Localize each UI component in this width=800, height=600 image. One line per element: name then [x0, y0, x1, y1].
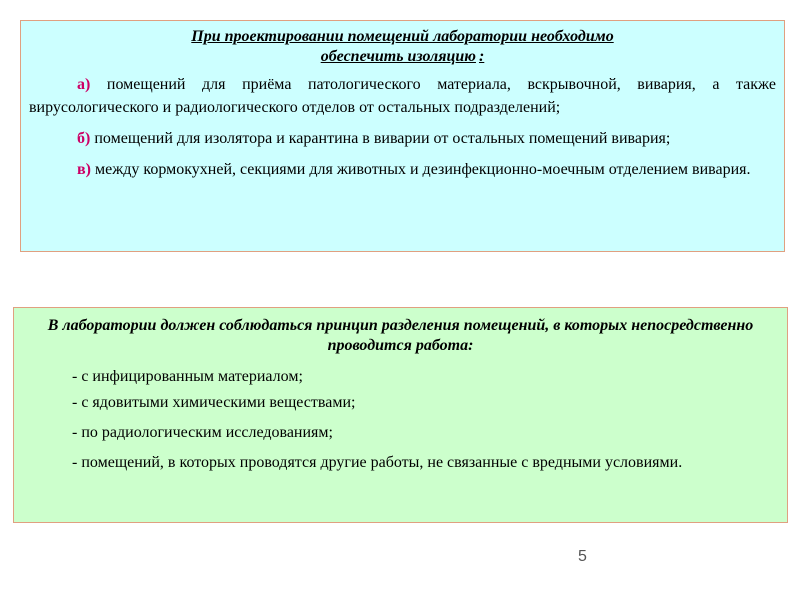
isolation-requirements-box [20, 20, 785, 252]
isolation-item-a [29, 73, 776, 119]
item-text-c: между кормокухней, секциями для животных и дезинфекционно-моечным отделением вивария. [94, 161, 751, 178]
separation-item-2: - с ядовитыми химическими веществами; [72, 394, 356, 411]
item-marker-a: а) [77, 76, 91, 93]
isolation-heading-line2: обеспечить изоляцию [320, 48, 476, 65]
separation-heading: В лаборатории должен соблюдаться принцип разделения помещений, в которых непосредственно проводится работа: [47, 317, 754, 354]
isolation-heading-colon: : [478, 48, 485, 65]
item-marker-c: в) [77, 161, 91, 178]
isolation-heading-line2-wrap [29, 47, 776, 67]
separation-item-4: - помещений, в которых проводятся другие работы, не связанные с вредными условиями. [72, 454, 683, 471]
isolation-heading-line1: При проектировании помещений лаборатории необходимо [191, 28, 614, 45]
separation-principle-box [13, 307, 788, 523]
item-text-a: помещений для приёма патологического материала, вскрывочной, вивария, а также вирусологического и радиологического отделов от остальных подразделений; [29, 76, 777, 116]
separation-item-1: - с инфицированным материалом; [72, 368, 303, 385]
separation-item-3: - по радиологическим исследованиям; [72, 424, 333, 441]
item-text-b: помещений для изолятора и карантина в виварии от остальных помещений вивария; [94, 130, 671, 147]
item-marker-b: б) [77, 130, 91, 147]
page-number: 5 [578, 548, 587, 565]
isolation-item-b [29, 127, 776, 150]
isolation-item-c [29, 158, 776, 181]
